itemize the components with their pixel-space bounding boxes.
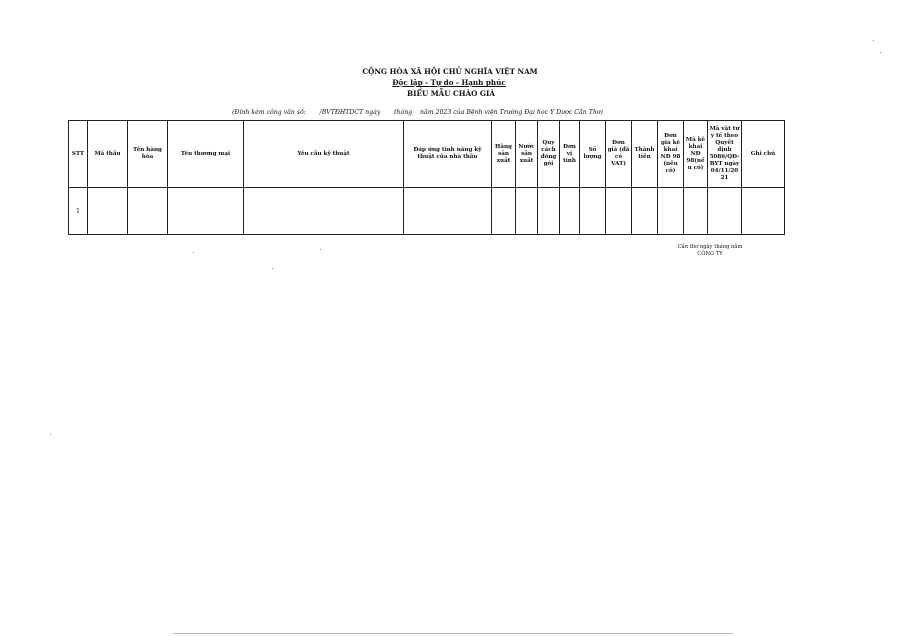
col-header-ma-thau: Mã thầu [88, 121, 128, 188]
col-header-ma-ke-khai: Mã kê khai NĐ 98(nếu có) [684, 121, 708, 188]
cell-ma-thau [88, 188, 128, 235]
col-header-ten-hang-hoa: Tên hàng hóa [128, 121, 168, 188]
form-title: BIỂU MẪU CHÀO GIÁ [407, 89, 495, 98]
cell-quy-cach [538, 188, 560, 235]
table-header-row [69, 121, 785, 188]
col-header-don-gia: Đơn giá (đã có VAT) [606, 121, 632, 188]
attachment-note: (Đính kèm công văn số: /BVTĐHTDCT ngày tháng năm 2023 của Bệnh viện Trường Đại học Y Dược Cần Thơ) [232, 109, 603, 116]
scan-speck [880, 52, 881, 53]
col-header-don-gia-ke-khai: Đơn giá kê khai NĐ 98 (nếu có) [658, 121, 684, 188]
cell-dap-ung [404, 188, 492, 235]
scan-speck [193, 252, 194, 253]
cell-thanh-tien [632, 188, 658, 235]
col-header-ten-thuong-mai: Tên thương mại [168, 121, 244, 188]
col-header-so-luong: Số lượng [580, 121, 606, 188]
signature-place-date: Cần thơ ngày tháng năm [677, 244, 743, 250]
col-header-dap-ung: Đáp ứng tính năng kỹ thuật của nhà thầu [404, 121, 492, 188]
signature-company: CÔNG TY [697, 251, 723, 257]
scan-speck [272, 268, 273, 269]
row-stt: 1 [69, 188, 88, 235]
cell-don-gia-ke-khai [658, 188, 684, 235]
table-row [69, 188, 785, 235]
cell-ten-hang-hoa [128, 188, 168, 235]
cell-ghi-chu [742, 188, 785, 235]
national-title: CỘNG HÒA XÃ HỘI CHỦ NGHĨA VIỆT NAM [362, 67, 538, 76]
col-header-ghi-chu: Ghi chú [742, 121, 785, 188]
price-quote-table [68, 120, 785, 235]
col-header-thanh-tien: Thành tiền [632, 121, 658, 188]
col-header-nuoc-san-xuat: Nước sản xuất [516, 121, 538, 188]
document-header [0, 66, 900, 99]
scan-speck [320, 249, 321, 250]
scan-speck [873, 40, 874, 41]
col-header-ma-vat-tu: Mã vật tư y tế theo Quyết định 5086/QĐ-BYT ngày 04/11/2021 [708, 121, 742, 188]
cell-nuoc-san-xuat [516, 188, 538, 235]
cell-yeu-cau-ky-thuat [244, 188, 404, 235]
col-header-quy-cach: Quy cách đóng gói [538, 121, 560, 188]
signature-block [670, 244, 750, 258]
col-header-stt: STT [69, 121, 88, 188]
cell-so-luong [580, 188, 606, 235]
cell-ten-thuong-mai [168, 188, 244, 235]
col-header-yeu-cau-ky-thuat: Yêu cầu kỹ thuật [244, 121, 404, 188]
cell-hang-san-xuat [492, 188, 516, 235]
cell-ma-vat-tu [708, 188, 742, 235]
national-motto: Độc lập - Tự do - Hạnh phúc [392, 78, 506, 87]
scan-edge-line [173, 633, 733, 634]
col-header-hang-san-xuat: Hãng sản xuất [492, 121, 516, 188]
cell-don-gia [606, 188, 632, 235]
cell-don-vi-tinh [560, 188, 580, 235]
scan-speck [50, 434, 51, 435]
col-header-don-vi-tinh: Đơn vị tính [560, 121, 580, 188]
cell-ma-ke-khai [684, 188, 708, 235]
